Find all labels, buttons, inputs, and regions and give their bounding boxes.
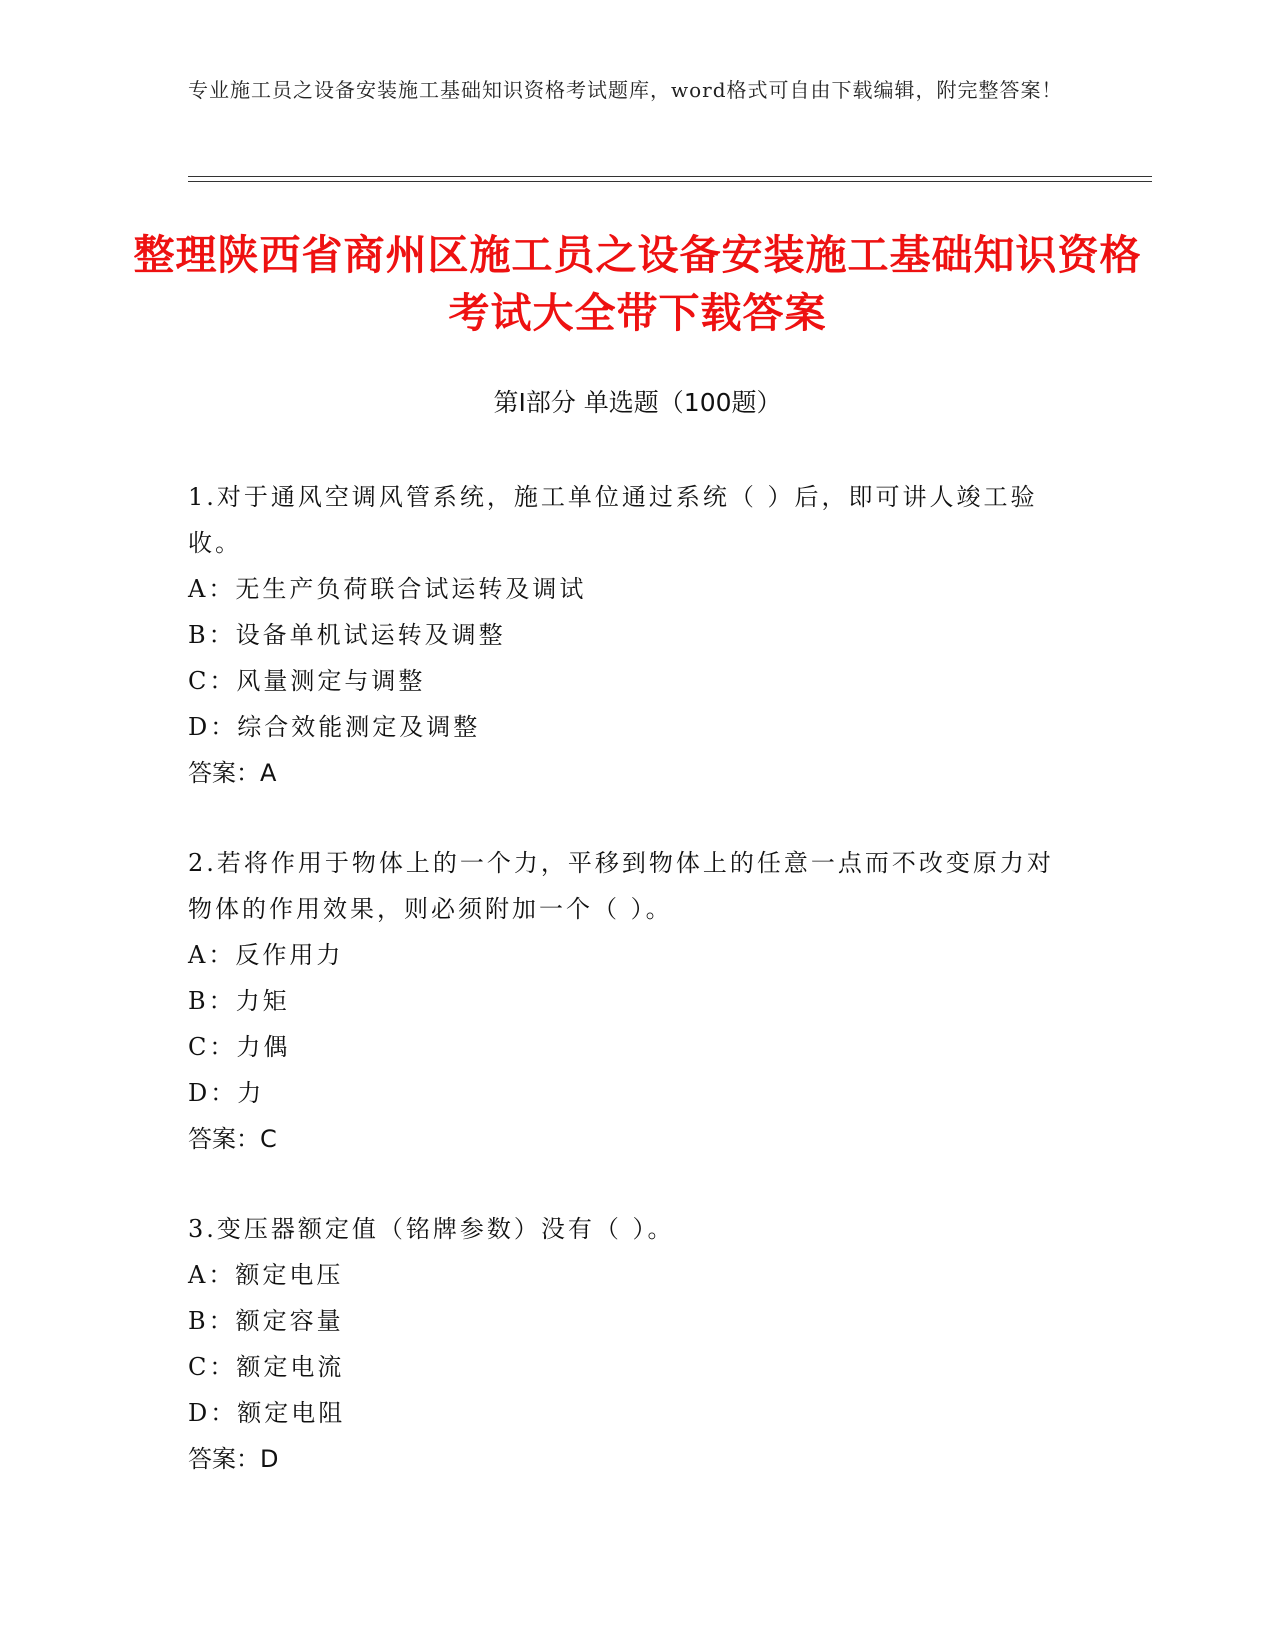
question-1 bbox=[188, 474, 1078, 796]
question-stem: 3.变压器额定值（铭牌参数）没有（ ）。 bbox=[188, 1215, 675, 1243]
option-c: C：风量测定与调整 bbox=[188, 667, 426, 695]
section-title: 第Ⅰ部分 单选题（100题） bbox=[493, 388, 782, 417]
option-b: B：设备单机试运转及调整 bbox=[188, 621, 506, 649]
option-d: D：额定电阻 bbox=[188, 1399, 346, 1427]
option-d: D：力 bbox=[188, 1079, 265, 1107]
option-b: B：力矩 bbox=[188, 987, 290, 1015]
option-a: A：反作用力 bbox=[188, 941, 344, 969]
header-divider-top bbox=[188, 176, 1152, 177]
document-title: 整理陕西省商州区施工员之设备安装施工基础知识资格考试大全带下载答案 bbox=[133, 231, 1142, 337]
question-stem: 1.对于通风空调风管系统，施工单位通过系统（ ）后，即可讲人竣工验收。 bbox=[188, 483, 1038, 557]
option-c: C：力偶 bbox=[188, 1033, 291, 1061]
question-stem: 2.若将作用于物体上的一个力，平移到物体上的任意一点而不改变原力对物体的作用效果，则必须附加一个（ ）。 bbox=[188, 849, 1054, 923]
header-note: 专业施工员之设备安装施工基础知识资格考试题库，word格式可自由下载编辑，附完整答案！ bbox=[188, 78, 1063, 102]
option-d: D：综合效能测定及调整 bbox=[188, 713, 481, 741]
question-3 bbox=[188, 1206, 1078, 1482]
header-divider-bottom bbox=[188, 181, 1152, 182]
option-b: B：额定容量 bbox=[188, 1307, 344, 1335]
answer: 答案：D bbox=[188, 1445, 279, 1473]
answer: 答案：A bbox=[188, 759, 277, 787]
question-list bbox=[188, 474, 1078, 1526]
option-c: C：额定电流 bbox=[188, 1353, 345, 1381]
option-a: A：无生产负荷联合试运转及调试 bbox=[188, 575, 587, 603]
option-a: A：额定电压 bbox=[188, 1261, 344, 1289]
question-2 bbox=[188, 840, 1078, 1162]
answer: 答案：C bbox=[188, 1125, 277, 1153]
